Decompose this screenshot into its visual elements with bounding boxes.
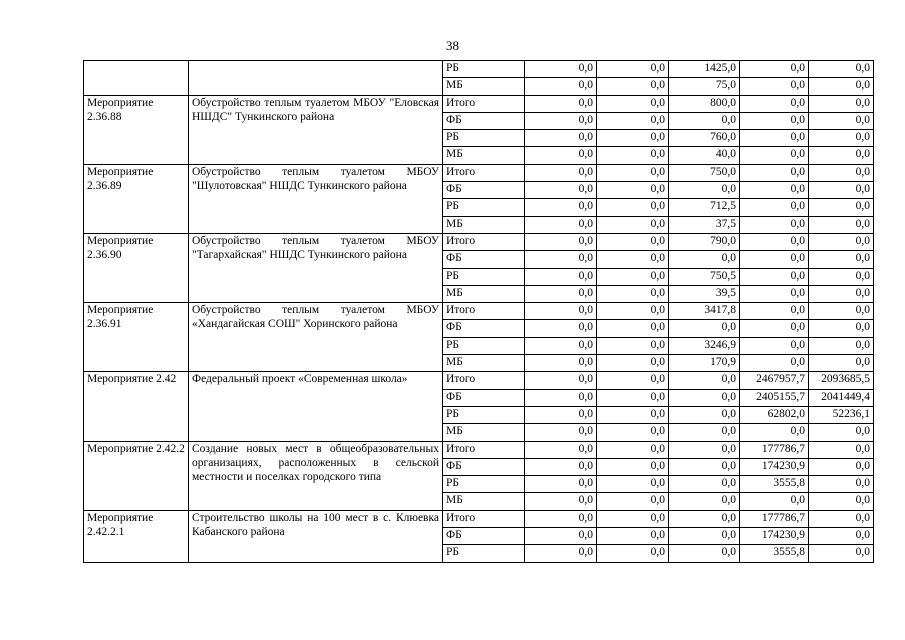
- measure-name-cell: Создание новых мест в общеобразовательных организациях, расположенных в сельской местности и поселках городского типа: [189, 441, 443, 510]
- amount-cell: 0,0: [525, 303, 597, 320]
- funding-source-cell: Итого: [443, 372, 525, 389]
- amount-cell: 177786,7: [740, 510, 809, 527]
- amount-cell: 0,0: [597, 251, 669, 268]
- amount-cell: 0,0: [669, 476, 740, 493]
- amount-cell: 712,5: [669, 199, 740, 216]
- amount-cell: 0,0: [525, 285, 597, 302]
- amount-cell: 0,0: [597, 441, 669, 458]
- amount-cell: 0,0: [740, 112, 809, 129]
- amount-cell: 0,0: [525, 233, 597, 250]
- amount-cell: 0,0: [525, 545, 597, 562]
- measure-name-cell: Федеральный проект «Современная школа»: [189, 372, 443, 441]
- amount-cell: 0,0: [809, 164, 874, 181]
- amount-cell: 0,0: [597, 61, 669, 78]
- amount-cell: 0,0: [597, 147, 669, 164]
- measure-name-cell: [189, 61, 443, 96]
- measure-name-cell: Обустройство теплым туалетом МБОУ "Еловская НШДС" Тункинского района: [189, 95, 443, 164]
- amount-cell: 0,0: [525, 182, 597, 199]
- measure-code-cell: Мероприятие 2.42: [84, 372, 189, 441]
- amount-cell: 0,0: [669, 510, 740, 527]
- amount-cell: 0,0: [740, 78, 809, 95]
- amount-cell: 0,0: [669, 182, 740, 199]
- amount-cell: 0,0: [809, 545, 874, 562]
- amount-cell: 52236,1: [809, 406, 874, 423]
- funding-source-cell: РБ: [443, 130, 525, 147]
- table-row: [84, 61, 874, 78]
- amount-cell: 0,0: [525, 372, 597, 389]
- page-number: 38: [446, 38, 459, 53]
- amount-cell: 0,0: [525, 389, 597, 406]
- amount-cell: 0,0: [740, 164, 809, 181]
- amount-cell: 0,0: [597, 112, 669, 129]
- amount-cell: 0,0: [525, 164, 597, 181]
- amount-cell: 0,0: [740, 355, 809, 372]
- amount-cell: 0,0: [525, 424, 597, 441]
- amount-cell: 0,0: [809, 130, 874, 147]
- amount-cell: 0,0: [740, 216, 809, 233]
- amount-cell: 760,0: [669, 130, 740, 147]
- amount-cell: 2041449,4: [809, 389, 874, 406]
- funding-source-cell: Итого: [443, 164, 525, 181]
- amount-cell: 0,0: [597, 95, 669, 112]
- amount-cell: 0,0: [740, 337, 809, 354]
- table-row: [84, 372, 874, 389]
- amount-cell: 177786,7: [740, 441, 809, 458]
- funding-source-cell: МБ: [443, 285, 525, 302]
- funding-source-cell: МБ: [443, 355, 525, 372]
- amount-cell: 1425,0: [669, 61, 740, 78]
- amount-cell: 0,0: [525, 216, 597, 233]
- amount-cell: 0,0: [809, 78, 874, 95]
- funding-source-cell: МБ: [443, 78, 525, 95]
- amount-cell: 0,0: [597, 337, 669, 354]
- amount-cell: 790,0: [669, 233, 740, 250]
- amount-cell: 0,0: [809, 285, 874, 302]
- amount-cell: 0,0: [740, 199, 809, 216]
- amount-cell: 0,0: [669, 251, 740, 268]
- amount-cell: 0,0: [597, 510, 669, 527]
- amount-cell: 0,0: [809, 458, 874, 475]
- amount-cell: 0,0: [597, 458, 669, 475]
- table-row: [84, 233, 874, 250]
- amount-cell: 39,5: [669, 285, 740, 302]
- table-row: [84, 510, 874, 527]
- amount-cell: 0,0: [669, 112, 740, 129]
- measure-name-cell: Обустройство теплым туалетом МБОУ "Шулотовская" НШДС Тункинского района: [189, 164, 443, 233]
- funding-source-cell: ФБ: [443, 389, 525, 406]
- amount-cell: 0,0: [809, 303, 874, 320]
- measure-name-cell: Обустройство теплым туалетом МБОУ «Хандагайская СОШ" Хоринского района: [189, 303, 443, 372]
- amount-cell: 0,0: [740, 320, 809, 337]
- amount-cell: 0,0: [669, 320, 740, 337]
- amount-cell: 0,0: [597, 406, 669, 423]
- amount-cell: 0,0: [740, 61, 809, 78]
- funding-source-cell: МБ: [443, 493, 525, 510]
- amount-cell: 0,0: [740, 95, 809, 112]
- amount-cell: 750,5: [669, 268, 740, 285]
- table-body: [84, 61, 874, 563]
- measure-code-cell: Мероприятие 2.36.91: [84, 303, 189, 372]
- amount-cell: 0,0: [525, 95, 597, 112]
- funding-source-cell: РБ: [443, 476, 525, 493]
- amount-cell: 0,0: [809, 476, 874, 493]
- funding-source-cell: Итого: [443, 441, 525, 458]
- funding-source-cell: ФБ: [443, 182, 525, 199]
- amount-cell: 0,0: [525, 493, 597, 510]
- amount-cell: 40,0: [669, 147, 740, 164]
- funding-source-cell: Итого: [443, 510, 525, 527]
- amount-cell: 0,0: [597, 389, 669, 406]
- amount-cell: 0,0: [597, 164, 669, 181]
- funding-source-cell: Итого: [443, 95, 525, 112]
- funding-source-cell: ФБ: [443, 251, 525, 268]
- amount-cell: 2467957,7: [740, 372, 809, 389]
- amount-cell: 0,0: [525, 78, 597, 95]
- amount-cell: 0,0: [525, 251, 597, 268]
- amount-cell: 0,0: [809, 216, 874, 233]
- measure-code-cell: Мероприятие 2.42.2: [84, 441, 189, 510]
- amount-cell: 0,0: [525, 510, 597, 527]
- funding-source-cell: Итого: [443, 233, 525, 250]
- amount-cell: 0,0: [809, 251, 874, 268]
- amount-cell: 800,0: [669, 95, 740, 112]
- amount-cell: 0,0: [809, 441, 874, 458]
- amount-cell: 0,0: [525, 61, 597, 78]
- amount-cell: 0,0: [597, 424, 669, 441]
- funding-source-cell: Итого: [443, 303, 525, 320]
- measure-code-cell: Мероприятие 2.36.90: [84, 233, 189, 302]
- measure-name-cell: Строительство школы на 100 мест в с. Клюевка Кабанского района: [189, 510, 443, 562]
- amount-cell: 0,0: [597, 476, 669, 493]
- amount-cell: 0,0: [597, 268, 669, 285]
- funding-source-cell: РБ: [443, 545, 525, 562]
- amount-cell: 174230,9: [740, 458, 809, 475]
- amount-cell: 750,0: [669, 164, 740, 181]
- amount-cell: 0,0: [809, 510, 874, 527]
- measure-code-cell: [84, 61, 189, 96]
- funding-source-cell: РБ: [443, 199, 525, 216]
- amount-cell: 3246,9: [669, 337, 740, 354]
- amount-cell: 3555,8: [740, 476, 809, 493]
- amount-cell: 0,0: [809, 112, 874, 129]
- amount-cell: 0,0: [669, 545, 740, 562]
- amount-cell: 0,0: [525, 337, 597, 354]
- amount-cell: 0,0: [809, 199, 874, 216]
- amount-cell: 2093685,5: [809, 372, 874, 389]
- amount-cell: 0,0: [525, 130, 597, 147]
- amount-cell: 0,0: [525, 268, 597, 285]
- table-row: [84, 164, 874, 181]
- amount-cell: 75,0: [669, 78, 740, 95]
- amount-cell: 0,0: [597, 78, 669, 95]
- amount-cell: 0,0: [669, 372, 740, 389]
- funding-source-cell: ФБ: [443, 320, 525, 337]
- measure-code-cell: Мероприятие 2.36.88: [84, 95, 189, 164]
- amount-cell: 0,0: [525, 458, 597, 475]
- amount-cell: 0,0: [669, 493, 740, 510]
- amount-cell: 0,0: [809, 355, 874, 372]
- measure-code-cell: Мероприятие 2.42.2.1: [84, 510, 189, 562]
- amount-cell: 0,0: [740, 182, 809, 199]
- amount-cell: 0,0: [597, 545, 669, 562]
- amount-cell: 0,0: [669, 406, 740, 423]
- amount-cell: 0,0: [525, 355, 597, 372]
- amount-cell: 0,0: [669, 441, 740, 458]
- amount-cell: 0,0: [740, 268, 809, 285]
- amount-cell: 0,0: [525, 528, 597, 545]
- amount-cell: 0,0: [525, 320, 597, 337]
- amount-cell: 0,0: [809, 493, 874, 510]
- amount-cell: 0,0: [809, 528, 874, 545]
- amount-cell: 170,9: [669, 355, 740, 372]
- amount-cell: 0,0: [809, 61, 874, 78]
- funding-source-cell: РБ: [443, 61, 525, 78]
- amount-cell: 0,0: [597, 528, 669, 545]
- amount-cell: 0,0: [740, 303, 809, 320]
- funding-source-cell: МБ: [443, 424, 525, 441]
- amount-cell: 0,0: [597, 182, 669, 199]
- budget-table: [83, 60, 874, 563]
- amount-cell: 0,0: [525, 199, 597, 216]
- funding-source-cell: РБ: [443, 337, 525, 354]
- amount-cell: 0,0: [597, 216, 669, 233]
- amount-cell: 0,0: [740, 285, 809, 302]
- amount-cell: 0,0: [809, 424, 874, 441]
- table-row: [84, 95, 874, 112]
- amount-cell: 0,0: [597, 320, 669, 337]
- amount-cell: 0,0: [740, 130, 809, 147]
- amount-cell: 0,0: [597, 303, 669, 320]
- amount-cell: 0,0: [525, 476, 597, 493]
- amount-cell: 0,0: [669, 389, 740, 406]
- funding-source-cell: МБ: [443, 216, 525, 233]
- amount-cell: 0,0: [809, 233, 874, 250]
- funding-source-cell: МБ: [443, 147, 525, 164]
- amount-cell: 0,0: [809, 95, 874, 112]
- amount-cell: 0,0: [809, 320, 874, 337]
- amount-cell: 0,0: [809, 268, 874, 285]
- amount-cell: 3417,8: [669, 303, 740, 320]
- amount-cell: 0,0: [597, 493, 669, 510]
- amount-cell: 0,0: [740, 233, 809, 250]
- amount-cell: 0,0: [669, 458, 740, 475]
- amount-cell: 0,0: [525, 147, 597, 164]
- table-row: [84, 441, 874, 458]
- amount-cell: 0,0: [525, 441, 597, 458]
- funding-source-cell: ФБ: [443, 112, 525, 129]
- amount-cell: 0,0: [809, 337, 874, 354]
- amount-cell: 0,0: [740, 493, 809, 510]
- amount-cell: 0,0: [525, 406, 597, 423]
- measure-name-cell: Обустройство теплым туалетом МБОУ "Тагархайская" НШДС Тункинского района: [189, 233, 443, 302]
- amount-cell: 2405155,7: [740, 389, 809, 406]
- measure-code-cell: Мероприятие 2.36.89: [84, 164, 189, 233]
- funding-source-cell: РБ: [443, 268, 525, 285]
- amount-cell: 0,0: [740, 251, 809, 268]
- amount-cell: 0,0: [597, 355, 669, 372]
- amount-cell: 0,0: [669, 424, 740, 441]
- amount-cell: 0,0: [597, 372, 669, 389]
- amount-cell: 0,0: [809, 147, 874, 164]
- funding-source-cell: ФБ: [443, 458, 525, 475]
- funding-source-cell: ФБ: [443, 528, 525, 545]
- amount-cell: 3555,8: [740, 545, 809, 562]
- amount-cell: 37,5: [669, 216, 740, 233]
- amount-cell: 0,0: [669, 528, 740, 545]
- funding-source-cell: РБ: [443, 406, 525, 423]
- amount-cell: 0,0: [597, 199, 669, 216]
- amount-cell: 0,0: [525, 112, 597, 129]
- table-row: [84, 303, 874, 320]
- amount-cell: 0,0: [809, 182, 874, 199]
- amount-cell: 0,0: [740, 147, 809, 164]
- amount-cell: 0,0: [597, 233, 669, 250]
- amount-cell: 0,0: [597, 285, 669, 302]
- amount-cell: 174230,9: [740, 528, 809, 545]
- amount-cell: 0,0: [597, 130, 669, 147]
- amount-cell: 0,0: [740, 424, 809, 441]
- amount-cell: 62802,0: [740, 406, 809, 423]
